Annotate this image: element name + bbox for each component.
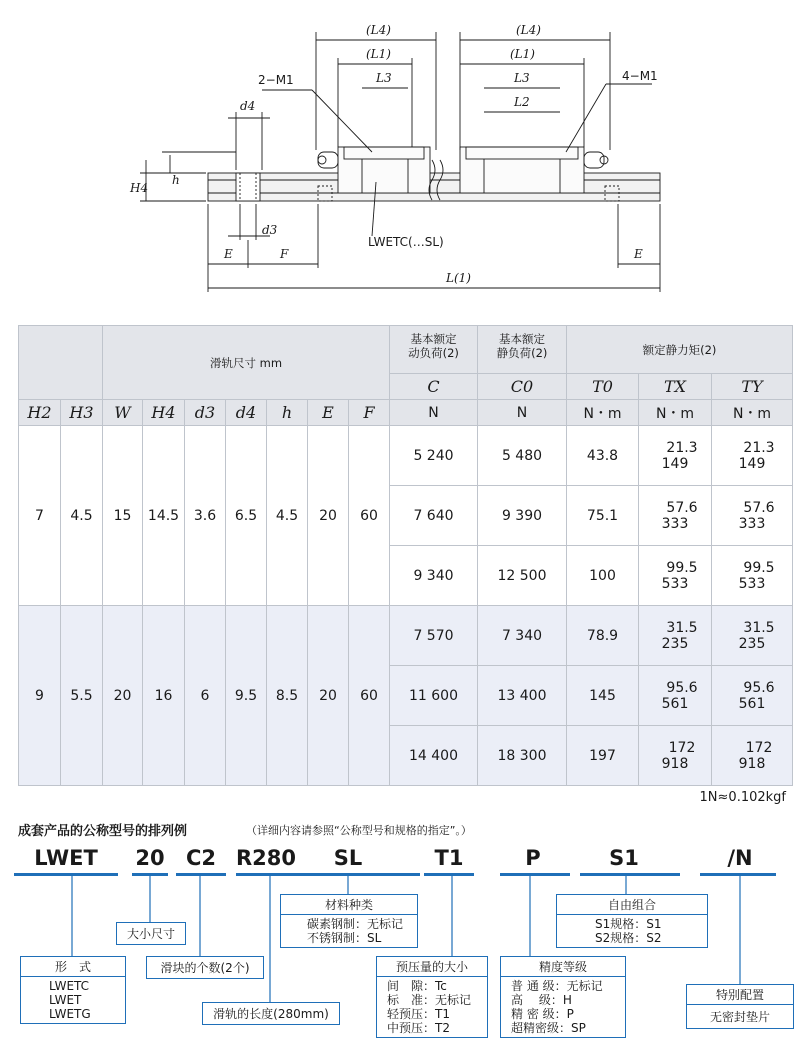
table-row	[19, 426, 793, 486]
header-static-load-1: 基本额定	[499, 332, 545, 346]
dim-l1-left: (L1)	[366, 47, 391, 61]
cell-h: 4.5	[267, 426, 308, 606]
unit-t0: N・m	[567, 400, 639, 426]
cell-c: 9 340	[390, 546, 478, 606]
length-box-label: 滑轨的长度(280mm)	[213, 1007, 329, 1021]
code-material: SL	[333, 846, 363, 870]
dim-d3: d3	[262, 223, 278, 237]
type-box-title: 形 式	[21, 957, 125, 977]
size-box	[116, 922, 186, 945]
unit-c0: N	[478, 400, 567, 426]
code-combination: S1	[609, 846, 639, 870]
callout-lwetc: LWETC(…SL)	[368, 235, 444, 249]
accuracy-box	[500, 956, 626, 1038]
code-accuracy: P	[525, 846, 541, 870]
cell-c: 5 240	[390, 426, 478, 486]
cell-c0: 18 300	[478, 726, 567, 786]
cell-c0: 13 400	[478, 666, 567, 726]
combination-box	[556, 894, 708, 948]
cell-d3: 6	[185, 606, 226, 786]
combination-item: S2规格：S2	[595, 931, 662, 945]
header-c0: C0	[478, 374, 567, 400]
cell-d3: 3.6	[185, 426, 226, 606]
accuracy-item: 精 密 级：P	[511, 1007, 574, 1021]
cell-h2: 7	[19, 426, 61, 606]
cell-h4: 16	[143, 606, 185, 786]
cell-h3: 5.5	[61, 606, 103, 786]
length-box	[202, 1002, 340, 1025]
dim-d4: d4	[240, 99, 256, 113]
cell-tx: 99.5 533	[661, 559, 698, 592]
preload-item: 间 隙：Tc	[387, 979, 447, 993]
col-w: W	[103, 400, 143, 426]
cell-c: 14 400	[390, 726, 478, 786]
cell-ty: 95.6 561	[738, 679, 775, 712]
unit-c: N	[390, 400, 478, 426]
dim-h: h	[172, 173, 180, 187]
cell-h4: 14.5	[143, 426, 185, 606]
cell-d4: 6.5	[226, 426, 267, 606]
cell-e: 20	[308, 426, 349, 606]
header-rail-dims: 滑轨尺寸 mm	[209, 355, 283, 370]
material-item: 碳素钢制：无标记	[307, 917, 404, 931]
cell-t0: 100	[567, 546, 639, 606]
label-m1-left: 2−M1	[258, 73, 294, 87]
cell-tx: 95.6 561	[661, 679, 698, 712]
code-preload: T1	[434, 846, 464, 870]
code-blocks: C2	[185, 846, 217, 870]
header-static-load-2: 静负荷(2)	[496, 346, 548, 360]
special-item: 无密封垫片	[709, 1010, 770, 1024]
cell-f: 60	[349, 426, 390, 606]
dim-h4: H4	[130, 181, 149, 195]
unit-ty: N・m	[712, 400, 793, 426]
unit-footnote: 1N≈0.102kgf	[699, 790, 786, 805]
cell-c0: 7 340	[478, 606, 567, 666]
cell-t0: 197	[567, 726, 639, 786]
col-d4: d4	[226, 400, 267, 426]
dim-l1-right: (L1)	[510, 47, 535, 61]
col-h3: H3	[61, 400, 103, 426]
special-box	[686, 984, 794, 1029]
ordering-note: （详细内容请参照“公称型号和规格的指定”。）	[246, 824, 472, 837]
cell-w: 20	[103, 606, 143, 786]
dim-l4-right: (L4)	[516, 23, 541, 37]
header-t0: T0	[567, 374, 639, 400]
cell-ty: 99.5 533	[738, 559, 775, 592]
cell-ty: 172 918	[738, 739, 773, 772]
cell-t0: 145	[567, 666, 639, 726]
header-c: C	[390, 374, 478, 400]
type-item: LWET	[49, 993, 82, 1007]
code-special: /N	[727, 846, 753, 870]
type-item: LWETG	[49, 1007, 91, 1021]
accuracy-item: 高 级：H	[511, 993, 572, 1007]
size-box-label: 大小尺寸	[126, 927, 175, 941]
accuracy-box-title: 精度等级	[501, 957, 625, 977]
unit-tx: N・m	[639, 400, 712, 426]
col-h4: H4	[143, 400, 185, 426]
cell-tx: 172 918	[661, 739, 696, 772]
cell-c0: 9 390	[478, 486, 567, 546]
combination-box-title: 自由组合	[557, 895, 707, 915]
cell-c0: 12 500	[478, 546, 567, 606]
cell-h2: 9	[19, 606, 61, 786]
material-item: 不锈钢制：SL	[307, 931, 382, 945]
dim-e-right: E	[634, 247, 643, 261]
cell-e: 20	[308, 606, 349, 786]
accuracy-item: 普 通 级：无标记	[511, 979, 603, 993]
col-h2: H2	[19, 400, 61, 426]
code-lwet: LWET	[34, 846, 98, 870]
cell-ty: 57.6 333	[738, 499, 775, 532]
cell-c0: 5 480	[478, 426, 567, 486]
header-moment: 额定静力矩(2)	[642, 342, 717, 357]
cell-tx: 31.5 235	[661, 619, 698, 652]
cell-t0: 43.8	[567, 426, 639, 486]
col-f: F	[349, 400, 390, 426]
cell-t0: 75.1	[567, 486, 639, 546]
cell-c: 11 600	[390, 666, 478, 726]
type-item: LWETC	[49, 979, 90, 993]
cell-w: 15	[103, 426, 143, 606]
dimension-drawing	[0, 0, 800, 310]
preload-item: 标 准：无标记	[387, 993, 472, 1007]
blocks-box-label: 滑块的个数(2个)	[160, 961, 250, 975]
cell-h3: 4.5	[61, 426, 103, 606]
dim-l2-right: L2	[514, 95, 530, 109]
cell-c: 7 570	[390, 606, 478, 666]
cell-ty: 21.3 149	[738, 439, 775, 472]
preload-item: 轻预压：T1	[387, 1007, 450, 1021]
cell-h: 8.5	[267, 606, 308, 786]
dim-f: F	[280, 247, 289, 261]
dim-l3-right: L3	[514, 71, 530, 85]
col-h: h	[267, 400, 308, 426]
spec-table-container	[18, 325, 792, 786]
label-m1-right: 4−M1	[622, 69, 658, 83]
cell-c: 7 640	[390, 486, 478, 546]
cell-tx: 57.6 333	[661, 499, 698, 532]
col-d3: d3	[185, 400, 226, 426]
dim-l4-left: (L4)	[366, 23, 391, 37]
combination-item: S1规格：S1	[595, 917, 662, 931]
header-ty: TY	[712, 374, 793, 400]
spec-table	[18, 325, 793, 786]
material-box	[280, 894, 418, 948]
cell-t0: 78.9	[567, 606, 639, 666]
header-dynamic-load-2: 动负荷(2)	[408, 346, 459, 360]
special-box-title: 特别配置	[687, 985, 793, 1005]
code-length: R280	[236, 846, 297, 870]
table-row	[19, 606, 793, 666]
preload-box-title: 预压量的大小	[377, 957, 487, 977]
cell-ty: 31.5 235	[738, 619, 775, 652]
header-dynamic-load-1: 基本额定	[410, 332, 457, 346]
header-symbol-row	[19, 400, 793, 426]
material-box-title: 材料种类	[281, 895, 417, 915]
cell-tx: 21.3 149	[661, 439, 698, 472]
type-box	[20, 956, 126, 1024]
preload-box	[376, 956, 488, 1038]
dim-e-left: E	[224, 247, 233, 261]
preload-item: 中预压：T2	[387, 1021, 450, 1035]
code-size: 20	[135, 846, 165, 870]
dim-l3-left: L3	[376, 71, 392, 85]
cell-d4: 9.5	[226, 606, 267, 786]
cell-f: 60	[349, 606, 390, 786]
blocks-box	[146, 956, 264, 979]
ordering-title: 成套产品的公称型号的排列例	[18, 824, 188, 839]
header-tx: TX	[639, 374, 712, 400]
dim-l: L(1)	[446, 271, 471, 285]
col-e: E	[308, 400, 349, 426]
accuracy-item: 超精密级：SP	[511, 1021, 586, 1035]
